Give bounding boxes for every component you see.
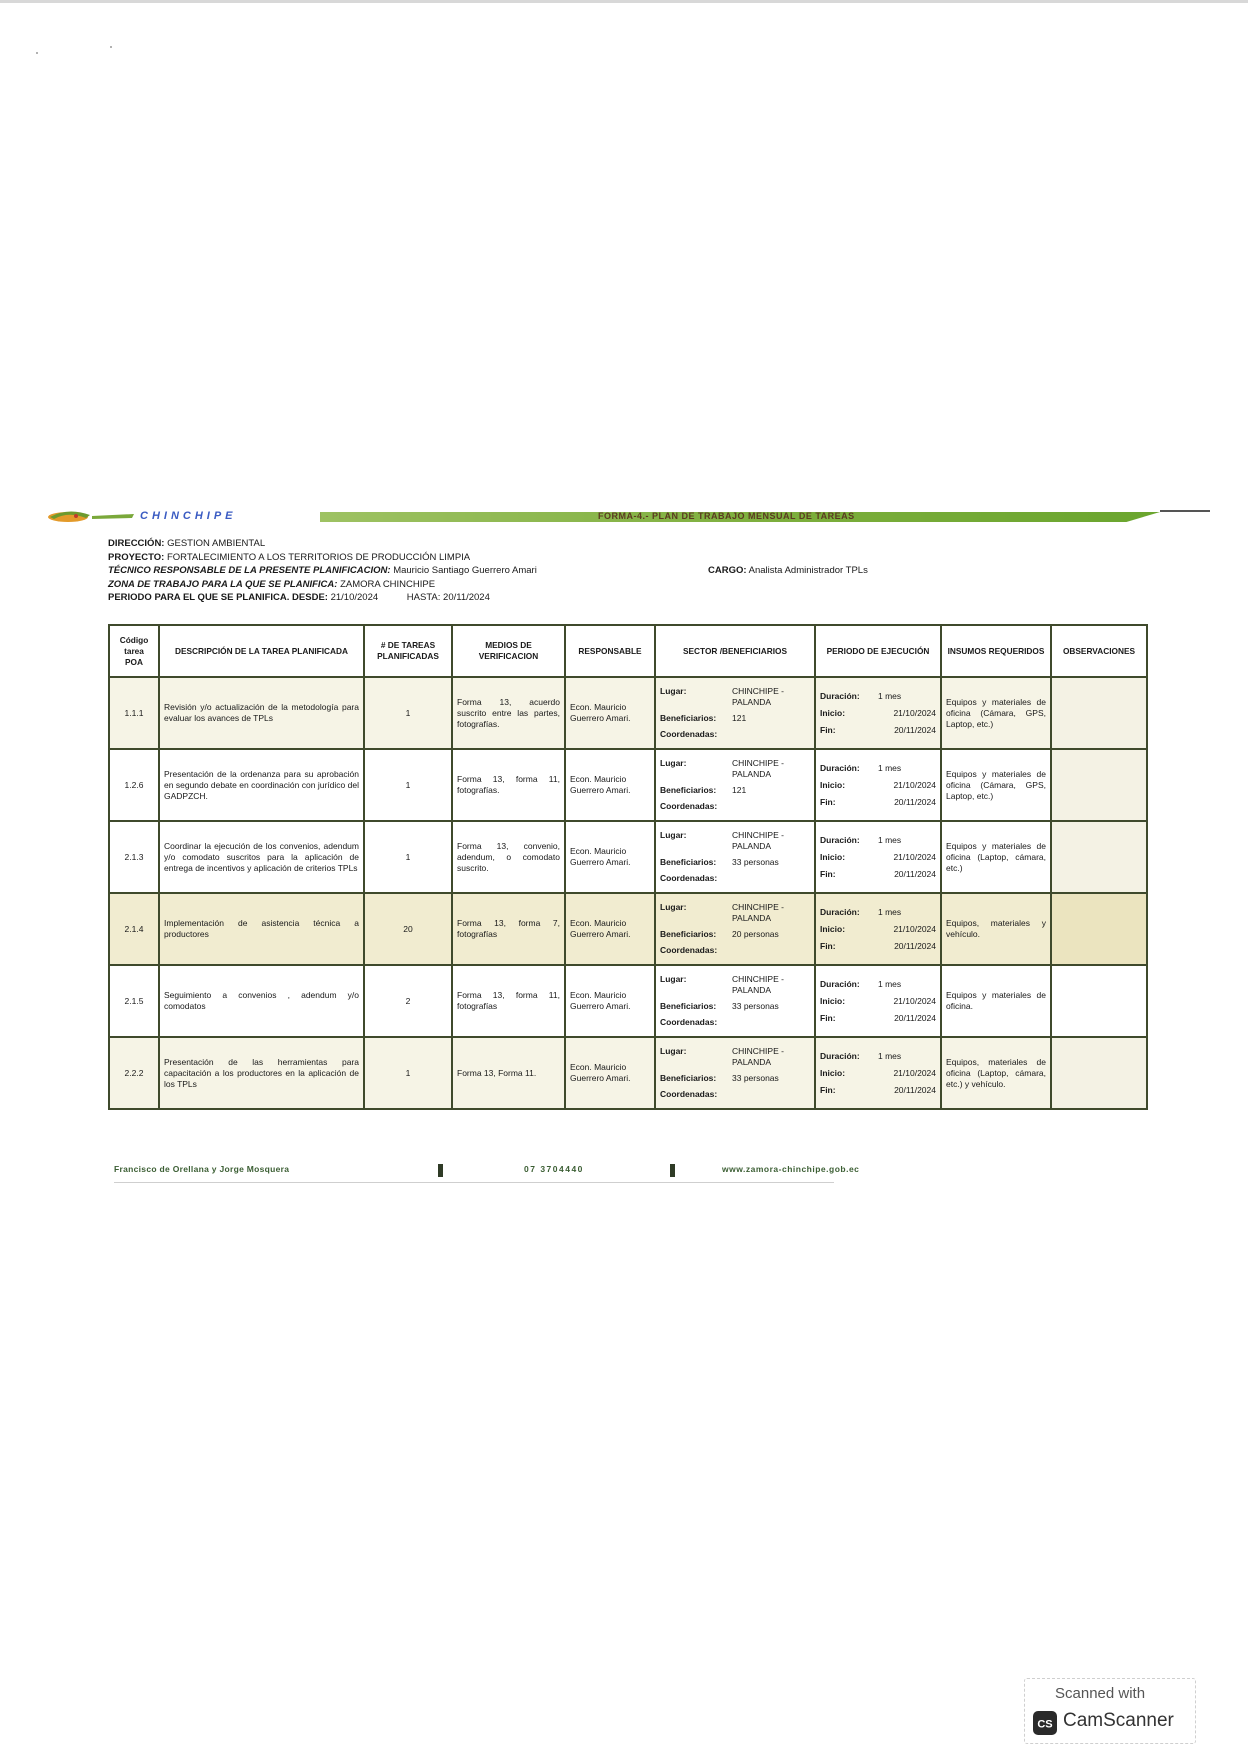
task-sector (655, 677, 815, 749)
periodo-label: PERIODO PARA EL QUE SE PLANIFICA. (108, 592, 290, 603)
inicio-value: 21/10/2024 (893, 923, 936, 934)
fin-label: Fin: (820, 868, 836, 879)
task-verification: Forma 13, convenio, adendum, o comodato suscrito. (452, 821, 565, 893)
task-verification: Forma 13, Forma 11. (452, 1037, 565, 1109)
table-header-row (109, 625, 1147, 677)
scan-speck (36, 52, 38, 54)
inicio-value: 21/10/2024 (893, 995, 936, 1006)
beneficiarios-value: 121 (732, 785, 747, 795)
task-code: 2.2.2 (109, 1037, 159, 1109)
task-sector (655, 965, 815, 1037)
task-code: 1.2.6 (109, 749, 159, 821)
planning-header (108, 537, 1128, 605)
coordenadas-label: Coordenadas: (660, 1017, 718, 1027)
proyecto-label: PROYECTO: (108, 551, 165, 563)
coordenadas-value (732, 873, 810, 884)
task-responsible: Econ. Mauricio Guerrero Amari. (565, 749, 655, 821)
cargo-label: CARGO: (708, 565, 747, 576)
inicio-value: 21/10/2024 (893, 1067, 936, 1078)
duracion-label: Duración: (820, 762, 860, 773)
task-code: 1.1.1 (109, 677, 159, 749)
task-sector (655, 821, 815, 893)
lugar-value: CHINCHIPE - PALANDA (732, 974, 784, 995)
duracion-value: 1 mes (878, 906, 902, 917)
tecnico-value: Mauricio Santiago Guerrero Amari (393, 565, 537, 576)
task-observations (1051, 749, 1147, 821)
inicio-label: Inicio: (820, 707, 846, 718)
lugar-label: Lugar: (660, 974, 687, 984)
task-responsible: Econ. Mauricio Guerrero Amari. (565, 821, 655, 893)
camscanner-logo-icon (1033, 1711, 1057, 1735)
task-code: 2.1.5 (109, 965, 159, 1037)
hasta-label: HASTA: (406, 592, 441, 603)
tecnico-line (108, 564, 1128, 578)
beneficiarios-label: Beneficiarios: (660, 785, 717, 795)
inicio-label: Inicio: (820, 923, 846, 934)
task-description: Seguimiento a convenios , adendum y/o comodatos (159, 965, 364, 1037)
duracion-label: Duración: (820, 834, 860, 845)
coordenadas-value (732, 1089, 810, 1100)
col-header-responsable: RESPONSABLE (565, 625, 655, 677)
beneficiarios-label: Beneficiarios: (660, 857, 717, 867)
fin-value: 20/11/2024 (894, 724, 936, 735)
coordenadas-label: Coordenadas: (660, 729, 718, 739)
proyecto-value: FORTALECIMIENTO A LOS TERRITORIOS DE PRODUCCIÓN LIMPIA (166, 551, 471, 563)
lugar-label: Lugar: (660, 686, 687, 696)
cargo-value: Analista Administrador TPLs (748, 565, 868, 576)
task-supplies: Equipos y materiales de oficina. (941, 965, 1051, 1037)
task-period (815, 893, 941, 965)
beneficiarios-value: 33 personas (732, 1073, 779, 1083)
task-count: 1 (364, 749, 452, 821)
inicio-value: 21/10/2024 (893, 779, 936, 790)
desde-label: DESDE: (292, 592, 328, 603)
inicio-label: Inicio: (820, 1067, 846, 1078)
fin-label: Fin: (820, 1012, 836, 1023)
table-row (109, 1037, 1147, 1109)
duracion-value: 1 mes (878, 1050, 902, 1061)
task-verification: Forma 13, forma 7, fotografías (452, 893, 565, 965)
task-verification: Forma 13, forma 11, fotografías. (452, 749, 565, 821)
task-sector (655, 749, 815, 821)
inicio-value: 21/10/2024 (893, 707, 936, 718)
task-description: Coordinar la ejecución de los convenios, adendum y/o comodato suscritos para la aplicación de entrega de incentivos y aplicación de criterios TPLs (159, 821, 364, 893)
zona-line (108, 578, 1128, 592)
table-row (109, 677, 1147, 749)
lugar-label: Lugar: (660, 1046, 687, 1056)
task-period (815, 821, 941, 893)
col-header-medios: MEDIOS DE VERIFICACION (452, 625, 565, 677)
direccion-label: DIRECCIÓN: (108, 538, 165, 549)
scan-top-edge (0, 0, 1248, 3)
footer-rule (114, 1182, 834, 1183)
watermark-line2: CamScanner (1063, 1710, 1174, 1731)
fin-label: Fin: (820, 796, 836, 807)
task-count: 2 (364, 965, 452, 1037)
coordenadas-label: Coordenadas: (660, 873, 718, 883)
beneficiarios-value: 20 personas (732, 929, 779, 939)
fin-label: Fin: (820, 940, 836, 951)
task-supplies: Equipos, materiales y vehículo. (941, 893, 1051, 965)
svg-text:CS: CS (1037, 1718, 1053, 1731)
hasta-value: 20/11/2024 (443, 592, 490, 603)
coordenadas-value (732, 945, 810, 956)
task-supplies: Equipos, materiales de oficina (Laptop, cámara, etc.) y vehículo. (941, 1037, 1051, 1109)
task-supplies: Equipos y materiales de oficina (Laptop, cámara, etc.) (941, 821, 1051, 893)
task-observations (1051, 821, 1147, 893)
task-observations (1051, 893, 1147, 965)
duracion-value: 1 mes (878, 978, 902, 989)
beneficiarios-label: Beneficiarios: (660, 1073, 717, 1083)
task-code: 2.1.4 (109, 893, 159, 965)
periodo-line (108, 591, 1128, 605)
task-responsible: Econ. Mauricio Guerrero Amari. (565, 965, 655, 1037)
duracion-label: Duración: (820, 690, 860, 701)
coordenadas-label: Coordenadas: (660, 801, 718, 811)
fin-value: 20/11/2024 (894, 796, 936, 807)
duracion-label: Duración: (820, 1050, 860, 1061)
task-responsible: Econ. Mauricio Guerrero Amari. (565, 893, 655, 965)
direccion-value: GESTION AMBIENTAL (167, 538, 266, 549)
col-header-descripcion: DESCRIPCIÓN DE LA TAREA PLANIFICADA (159, 625, 364, 677)
col-header-periodo: PERIODO DE EJECUCIÓN (815, 625, 941, 677)
watermark-line1: Scanned with (1055, 1685, 1146, 1702)
table-row (109, 749, 1147, 821)
beneficiarios-value: 33 personas (732, 857, 779, 867)
direccion-line (108, 537, 1128, 551)
lugar-value: CHINCHIPE - PALANDA (732, 1046, 784, 1067)
beneficiarios-label: Beneficiarios: (660, 929, 717, 939)
footer-separator (670, 1164, 675, 1177)
col-header-codigo: Código tarea POA (109, 625, 159, 677)
coordenadas-label: Coordenadas: (660, 1089, 718, 1099)
task-description: Revisión y/o actualización de la metodología para evaluar los avances de TPLs (159, 677, 364, 749)
footer-phone: 07 3704440 (524, 1164, 584, 1174)
task-period (815, 749, 941, 821)
duracion-value: 1 mes (878, 834, 902, 845)
duracion-value: 1 mes (878, 762, 902, 773)
task-observations (1051, 1037, 1147, 1109)
task-observations (1051, 965, 1147, 1037)
lugar-value: CHINCHIPE - PALANDA (732, 830, 784, 851)
col-header-sector: SECTOR /BENEFICIARIOS (655, 625, 815, 677)
beneficiarios-value: 33 personas (732, 1001, 779, 1011)
task-observations (1051, 677, 1147, 749)
footer-address: Francisco de Orellana y Jorge Mosquera (114, 1164, 290, 1174)
fin-value: 20/11/2024 (894, 940, 936, 951)
task-description: Presentación de la ordenanza para su aprobación en segundo debate en coordinación con jurídico del GADPZCH. (159, 749, 364, 821)
fin-value: 20/11/2024 (894, 1012, 936, 1023)
task-plan-table (108, 624, 1148, 1110)
document-footer (114, 1164, 954, 1178)
beneficiarios-value: 121 (732, 713, 747, 723)
task-supplies: Equipos y materiales de oficina (Cámara, GPS, Laptop, etc.) (941, 677, 1051, 749)
task-sector (655, 893, 815, 965)
zona-label: ZONA DE TRABAJO PARA LA QUE SE PLANIFICA: (108, 578, 338, 590)
banner-rule (1160, 510, 1210, 512)
task-supplies: Equipos y materiales de oficina (Cámara, GPS, Laptop, etc.) (941, 749, 1051, 821)
lugar-label: Lugar: (660, 830, 687, 840)
task-count: 1 (364, 1037, 452, 1109)
cargo-field (708, 564, 868, 578)
task-responsible: Econ. Mauricio Guerrero Amari. (565, 677, 655, 749)
coordenadas-value (732, 729, 810, 740)
footer-website: www.zamora-chinchipe.gob.ec (722, 1164, 860, 1174)
col-header-num-tareas: # DE TAREAS PLANIFICADAS (364, 625, 452, 677)
lugar-label: Lugar: (660, 902, 687, 912)
camscanner-watermark (1024, 1678, 1196, 1744)
prefecture-logo-icon (46, 509, 134, 523)
col-header-observaciones: OBSERVACIONES (1051, 625, 1147, 677)
task-description: Presentación de las herramientas para capacitación a los productores en la aplicación de los TPLs (159, 1037, 364, 1109)
lugar-value: CHINCHIPE - PALANDA (732, 686, 784, 707)
task-count: 20 (364, 893, 452, 965)
desde-value: 21/10/2024 (330, 592, 379, 603)
coordenadas-label: Coordenadas: (660, 945, 718, 955)
beneficiarios-label: Beneficiarios: (660, 713, 717, 723)
fin-label: Fin: (820, 1084, 836, 1095)
task-period (815, 1037, 941, 1109)
fin-label: Fin: (820, 724, 836, 735)
lugar-value: CHINCHIPE - PALANDA (732, 758, 784, 779)
scan-speck (110, 46, 112, 48)
inicio-label: Inicio: (820, 995, 846, 1006)
coordenadas-value (732, 1017, 810, 1028)
task-verification: Forma 13, acuerdo suscrito entre las partes, fotografías. (452, 677, 565, 749)
task-count: 1 (364, 677, 452, 749)
table-row (109, 821, 1147, 893)
proyecto-line (108, 551, 1128, 565)
banner-logo-text: CHINCHIPE (140, 510, 237, 521)
duracion-label: Duración: (820, 906, 860, 917)
inicio-value: 21/10/2024 (893, 851, 936, 862)
task-description: Implementación de asistencia técnica a productores (159, 893, 364, 965)
tecnico-label: TÉCNICO RESPONSABLE DE LA PRESENTE PLANIFICACION: (108, 565, 391, 576)
chinchipe-logo-icon (140, 509, 348, 521)
task-code: 2.1.3 (109, 821, 159, 893)
task-verification: Forma 13, forma 11, fotografías (452, 965, 565, 1037)
fin-value: 20/11/2024 (894, 868, 936, 879)
lugar-label: Lugar: (660, 758, 687, 768)
task-sector (655, 1037, 815, 1109)
fin-value: 20/11/2024 (894, 1084, 936, 1095)
task-period (815, 965, 941, 1037)
beneficiarios-label: Beneficiarios: (660, 1001, 717, 1011)
task-count: 1 (364, 821, 452, 893)
coordenadas-value (732, 801, 810, 812)
lugar-value: CHINCHIPE - PALANDA (732, 902, 784, 923)
col-header-insumos: INSUMOS REQUERIDOS (941, 625, 1051, 677)
table-row (109, 893, 1147, 965)
zona-value: ZAMORA CHINCHIPE (340, 578, 436, 590)
inicio-label: Inicio: (820, 779, 846, 790)
footer-separator (438, 1164, 443, 1177)
duracion-label: Duración: (820, 978, 860, 989)
task-responsible: Econ. Mauricio Guerrero Amari. (565, 1037, 655, 1109)
task-period (815, 677, 941, 749)
table-row (109, 965, 1147, 1037)
duracion-value: 1 mes (878, 690, 902, 701)
document-banner (40, 508, 1210, 526)
form-title: FORMA-4.- PLAN DE TRABAJO MENSUAL DE TAREAS (598, 511, 855, 521)
inicio-label: Inicio: (820, 851, 846, 862)
